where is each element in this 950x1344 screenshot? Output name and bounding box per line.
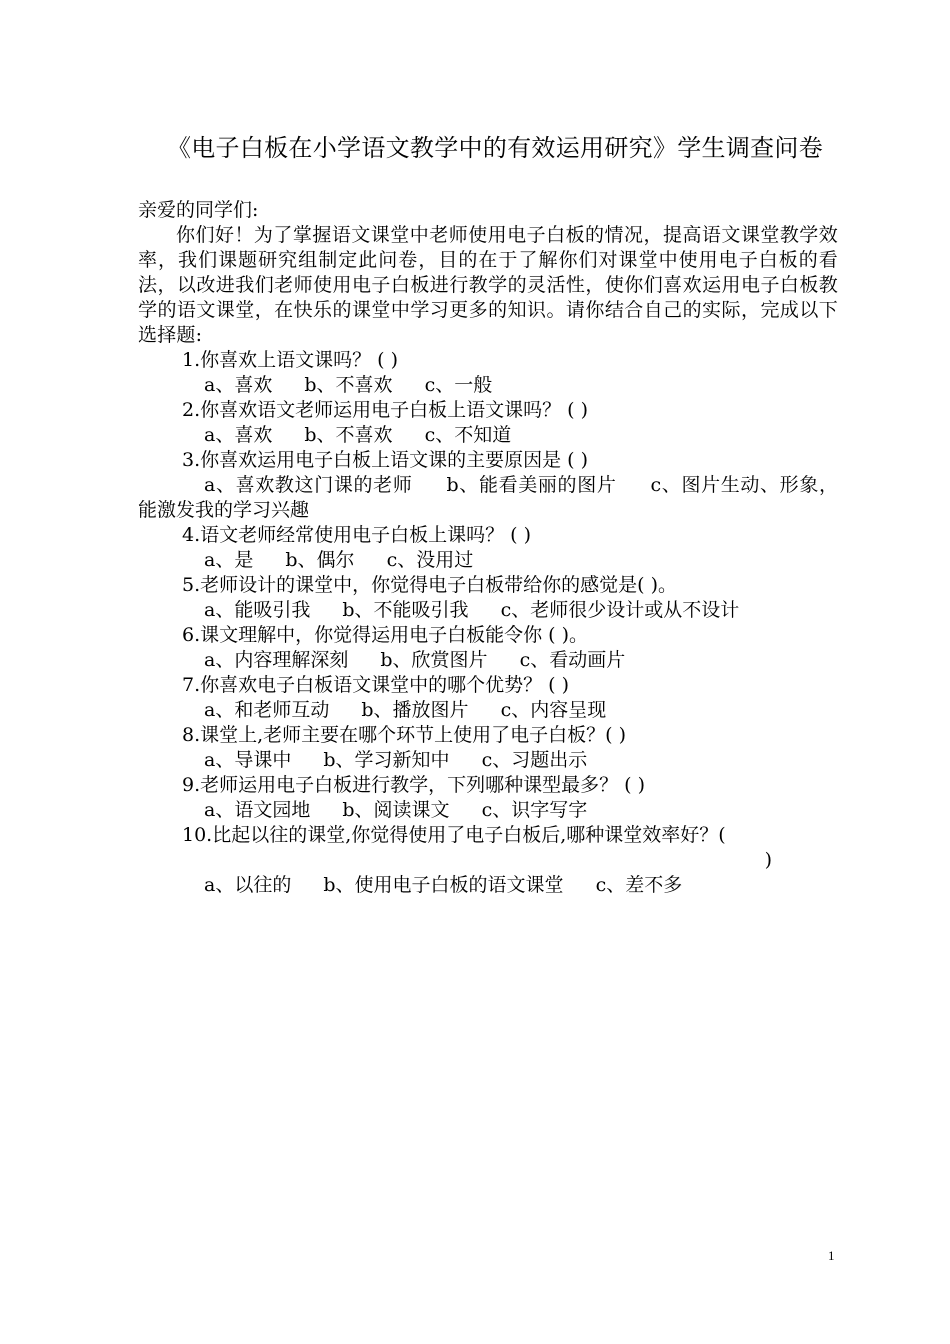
option-b: b、不能吸引我 [342,599,469,621]
option-b: b、使用电子白板的语文课堂 [323,874,564,896]
option-c: c、不知道 [424,424,512,446]
greeting: 亲爱的同学们: [138,199,259,221]
question-2: 2.你喜欢语文老师运用电子白板上语文课吗？ ( ) [182,399,589,421]
question-6-options [138,648,838,673]
option-c: c、差不多 [595,874,683,896]
question-9-options [138,798,838,823]
option-c: c、没用过 [386,549,474,571]
option-b: b、阅读课文 [342,799,450,821]
option-b: b、能看美丽的图片 [446,474,617,496]
option-a: a、是 [204,549,254,571]
question-6: 6.课文理解中，你觉得运用电子白板能令你 ( )。 [182,624,589,646]
option-a: a、语文园地 [204,799,311,821]
option-a: a、以往的 [204,874,292,896]
question-10: 10.比起以往的课堂,你觉得使用了电子白板后,哪种课堂效率好？( [182,824,726,846]
option-c: c、图片生动、形象，能激发我的学习兴趣 [138,474,838,521]
question-3: 3.你喜欢运用电子白板上语文课的主要原因是 ( ) [182,449,589,471]
option-c: c、一般 [424,374,493,396]
option-b: b、不喜欢 [304,424,393,446]
option-c: c、内容呈现 [500,699,607,721]
question-1-options [138,373,838,398]
intro-paragraph: 你们好！为了掌握语文课堂中老师使用电子白板的情况，提高语文课堂教学效率，我们课题研究组制定此问卷，目的在于了解你们对课堂中使用电子白板的看法，以改进我们老师使用电子白板进行教学的灵活性，使你们喜欢运用电子白板教学的语文课堂，在快乐的课堂中学习更多的知识。请你结合自己的实际，完成以下选择题: [138,224,838,346]
option-a: a、喜欢教这门课的老师 [204,474,413,496]
option-c: c、识字写字 [481,799,588,821]
question-9: 9.老师运用电子白板进行教学，下列哪种课型最多？ ( ) [182,774,646,796]
option-a: a、内容理解深刻 [204,649,349,671]
question-7-options [138,698,838,723]
option-b: b、学习新知中 [323,749,450,771]
option-a: a、喜欢 [204,424,273,446]
option-a: a、导课中 [204,749,292,771]
option-b: b、不喜欢 [304,374,393,396]
question-10-options [138,873,838,898]
option-b: b、偶尔 [285,549,355,571]
option-c: c、老师很少设计或从不设计 [500,599,740,621]
question-5: 5.老师设计的课堂中，你觉得电子白板带给你的感觉是( )。 [182,574,677,596]
question-8: 8.课堂上,老师主要在哪个环节上使用了电子白板？( ) [182,724,627,746]
question-4-options [138,548,838,573]
option-b: b、播放图片 [361,699,469,721]
option-c: c、习题出示 [481,749,588,771]
question-1: 1.你喜欢上语文课吗？ ( ) [182,349,399,371]
question-10-paren-close: ) [764,849,772,871]
option-b: b、欣赏图片 [380,649,488,671]
document-title: 《电子白板在小学语文教学中的有效运用研究》学生调查问卷 [166,134,824,162]
questionnaire-body [138,198,838,898]
question-2-options [138,423,838,448]
question-7: 7.你喜欢电子白板语文课堂中的哪个优势？ ( ) [182,674,570,696]
option-c: c、看动画片 [519,649,626,671]
question-3-options [138,473,838,523]
question-4: 4.语文老师经常使用电子白板上课吗？ ( ) [182,524,532,546]
option-a: a、喜欢 [204,374,273,396]
option-a: a、能吸引我 [204,599,311,621]
page-number: 1 [828,1248,835,1263]
option-a: a、和老师互动 [204,699,330,721]
question-5-options [138,598,838,623]
question-8-options [138,748,838,773]
